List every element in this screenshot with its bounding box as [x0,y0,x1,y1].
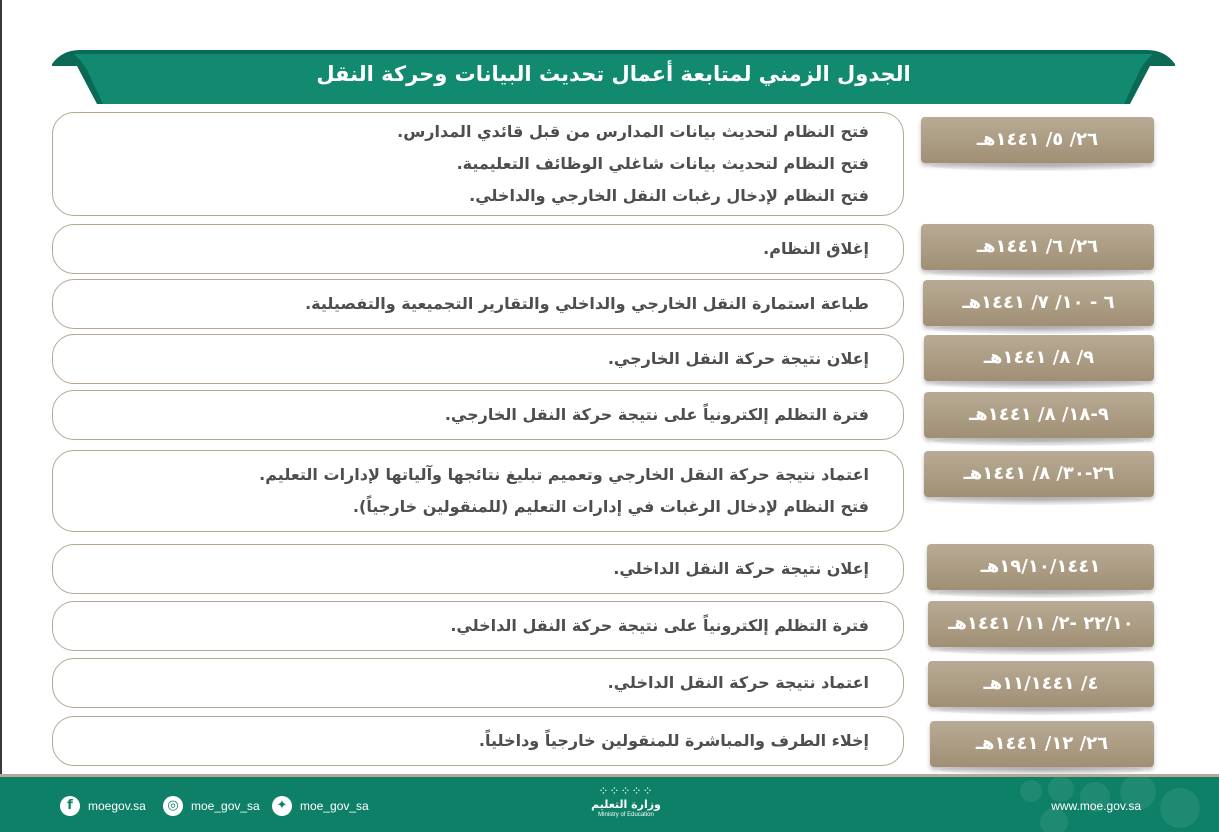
timeline-item-text: فترة التظلم إلكترونياً على نتيجة حركة النقل الداخلي. [450,616,869,635]
twitter-icon: ✦ [272,796,292,816]
date-tab: ٢٢/١٠ -٢/ ١١/ ١٤٤١هـ [928,601,1154,647]
facebook-label: moegov.sa [88,799,146,813]
timeline-description [52,390,904,440]
date-tab: ٩/ ٨/ ١٤٤١هـ [924,335,1154,381]
date-tab: ١٩/١٠/١٤٤١هـ [927,544,1154,590]
timeline-description [52,450,904,532]
timeline-item-text: فتح النظام لتحديث بيانات شاغلي الوظائف التعليمية. [456,154,869,173]
timeline-description [52,544,904,594]
page-title: الجدول الزمني لمتابعة أعمال تحديث البيانات وحركة النقل [316,62,911,86]
timeline-item-text: فتح النظام لإدخال الرغبات في إدارات التعليم (للمنقولين خارجياً). [352,497,869,516]
facebook-icon: f [60,796,80,816]
date-tab: ٦ - ١٠/ ٧/ ١٤٤١هـ [923,280,1154,326]
timeline-item-text: اعتماد نتيجة حركة النقل الداخلي. [607,673,869,692]
timeline-item-text: فتح النظام لتحديث بيانات المدارس من قبل قائدي المدارس. [397,122,869,141]
date-tab: ٢٦-٣٠/ ٨/ ١٤٤١هـ [924,451,1154,497]
timeline-item-text: إعلان نتيجة حركة النقل الخارجي. [607,349,869,368]
timeline-description [52,716,904,766]
date-tab: ٢٦/ ٥/ ١٤٤١هـ [921,117,1154,163]
footer-bar [0,774,1219,832]
title-banner [52,50,1175,104]
timeline-item-text: إخلاء الطرف والمباشرة للمنقولين خارجياً وداخلياً. [478,731,869,750]
timeline-item-text: إعلان نتيجة حركة النقل الداخلي. [613,559,869,578]
timeline-description [52,601,904,651]
logo-arabic-text: وزارة التعليم [591,798,661,811]
instagram-label: moe_gov_sa [191,799,260,813]
footer-top-line [0,774,1219,777]
instagram-link[interactable] [163,796,260,816]
timeline-description [52,112,904,216]
date-tab: ٤/ ١١/١٤٤١هـ [928,661,1154,707]
timeline-item-text: فتح النظام لإدخال رغبات النقل الخارجي والداخلي. [469,186,869,205]
twitter-link[interactable] [272,796,369,816]
timeline-description [52,334,904,384]
timeline-item-text: اعتماد نتيجة حركة النقل الخارجي وتعميم تبليغ نتائجها وآلياتها لإدارات التعليم. [259,465,869,484]
left-border-line [0,0,2,775]
website-link[interactable]: www.moe.gov.sa [1051,799,1141,813]
timeline-description [52,658,904,708]
footer-decoration [1160,788,1200,828]
logo-mark-icon: ⁘⁘⁘⁘⁘ [598,784,654,798]
ministry-logo [578,784,674,824]
facebook-link[interactable] [60,796,146,816]
timeline-description [52,279,904,329]
twitter-label: moe_gov_sa [300,799,369,813]
timeline-item-text: إغلاق النظام. [763,239,869,258]
date-tab: ٢٦/ ١٢/ ١٤٤١هـ [930,721,1154,767]
footer-decoration [1020,780,1042,802]
date-tab: ٢٦/ ٦/ ١٤٤١هـ [921,224,1154,270]
logo-english-text: Ministry of Education [598,812,654,818]
timeline-item-text: فترة التظلم إلكترونياً على نتيجة حركة النقل الخارجي. [444,405,869,424]
instagram-icon: ◎ [163,796,183,816]
timeline-description [52,224,904,274]
date-tab: ٩-١٨/ ٨/ ١٤٤١هـ [924,392,1154,438]
timeline-item-text: طباعة استمارة النقل الخارجي والداخلي والتقارير التجميعية والتفصيلية. [305,294,869,313]
